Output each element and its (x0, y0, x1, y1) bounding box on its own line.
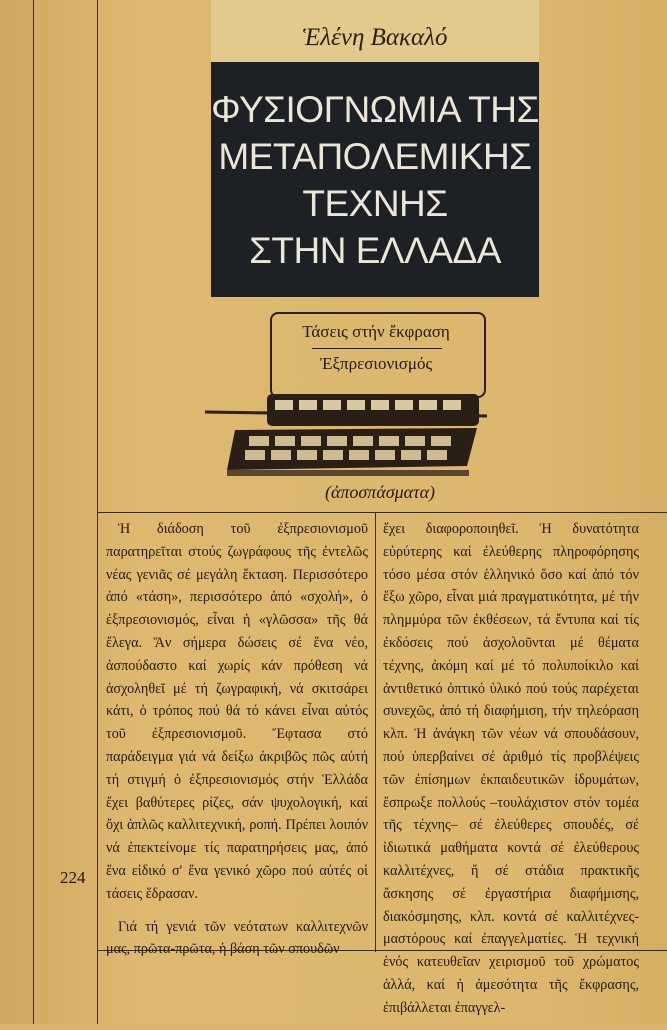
right-text-column (383, 518, 639, 1030)
tag-divider (312, 348, 442, 349)
page-number: 224 (60, 868, 86, 887)
title-line-3: ΤΕΧΝΗΣ (302, 183, 448, 224)
article-title (211, 86, 539, 274)
paragraph: Ἡ διάδοση τοῦ ἐξπρεσιονισμοῦ παρατηρεῖται στούς ζωγράφους τῆς ἐντελῶς νέας γενιᾶς σέ μεγάλη ἔκταση. Περισσότερο ἀπό «τάση», περισσότερο ἀπό «σχολή», ὁ ἐξπρεσιονισμός, εἶναι ἡ «γλῶσσα» τῆς θά ἔλεγα. Ἄν σήμερα δώσεις σέ ἕνα νέο, ἀσπούδαστο καί χωρίς κάν πρόθεση νά ἀσχοληθεῖ μέ τή ζωγραφική, νά σκιτσάρει κάτι, ὁ τρόπος πού θά τό κάνει εἶναι αὐτός τοῦ ἐξπρεσιονισμοῦ. Ἔφτασα στό παράδειγμα γιά νά δείξω ἀκριβῶς πῶς αὐτή τή στιγμή ὁ ἐξπρεσιονισμός στήν Ἑλλάδα ἔχει βαθύτερες ρίζες, σάν ψυχολογική, καί ὄχι ἁπλῶς καλλιτεχνική, ροπή. Πρέπει λοιπόν νά ἐπεκτείνομε τίς παρατηρήσεις μας, ἀπό ἕνα εἰδικό σ' ἕνα γενικό χῶρο πού αὐτές οἱ τάσεις ἕδρασαν. (106, 521, 368, 902)
text-top-rule (97, 512, 667, 513)
paragraph: Γιά τή γενιά τῶν νεότατων καλλιτεχνῶν μας, πρῶτα-πρῶτα, ἡ βάση τῶν σπουδῶν (106, 918, 368, 958)
left-margin-rule-outer (33, 0, 34, 1024)
section-tag: Τάσεις στήν ἔκφραση (302, 322, 450, 341)
title-line-1: ΦΥΣΙΟΓΝΩΜΙΑ ΤΗΣ (211, 89, 539, 130)
section-subtag: Ἐξπρεσιονισμός (319, 354, 433, 373)
excerpt-caption: (ἀποσπάσματα) (324, 482, 436, 502)
title-line-4: ΣΤΗΝ ΕΛΛΑΔΑ (249, 230, 501, 271)
left-text-column (106, 518, 368, 971)
paint-box-illustration (205, 388, 495, 480)
paragraph: ἔχει διαφοροποιηθεῖ. Ἡ δυνατότητα εὐρύτερης καί ἐλεύθερης πληροφόρησης τόσο μέσα στόν ἑλληνικό ὅσο καί ἀπό τόν ἔξω χῶρο, εἶναι μιά πραγματικότητα, μέ τήν πλημμύρα τῶν ἐκθέσεων, τά ἔντυπα καί τίς ἐκδόσεις πού ἀσχολοῦνται μέ θέματα τέχνης, ἀκόμη καί μέ τό πολυποίκιλο καί ἀντιθετικό ὀπτικό ὑλικό πού τούς παρέχεται συνεχῶς, ἀπό τή διαφήμιση, τήν τηλεόραση κλπ. Ἡ ἀνάγκη τῶν νέων νά σπουδάσουν, πού ὑπερβαίνει σέ ἀριθμό τίς προβλέψεις τῶν ἐπίσημων ἐκπαιδευτικῶν ἱδρυμάτων, ἔσπρωξε πολλούς –τουλάχιστον στόν τομέα τῆς τέχνης– σέ ἐλεύθερες σπουδές, σέ ἰδιωτικά μαθήματα κοντά σέ ἐλεύθερους καλλιτέχνες, ἤ σέ στάδια πρακτικῆς ἄσκησης σέ ἐργαστήρια διαφήμισης, διακόσμησης, κλπ. κοντά σέ καλλιτέχνες-μαστόρους καί ἐπαγγελματίες. Ἡ τεχνική ἑνός κατευθεῖαν χειρισμοῦ τοῦ χρώματος ἀλλά, καί ἡ ἀμεσότητα τῆς ἔκφρασης, ἐπιβάλλεται ἐπαγγελ- (383, 521, 639, 1016)
author-name: Ἑλένη Βακαλό (302, 24, 448, 51)
column-divider (375, 512, 376, 952)
title-line-2: ΜΕΤΑΠΟΛΕΜΙΚΗΣ (218, 136, 532, 177)
